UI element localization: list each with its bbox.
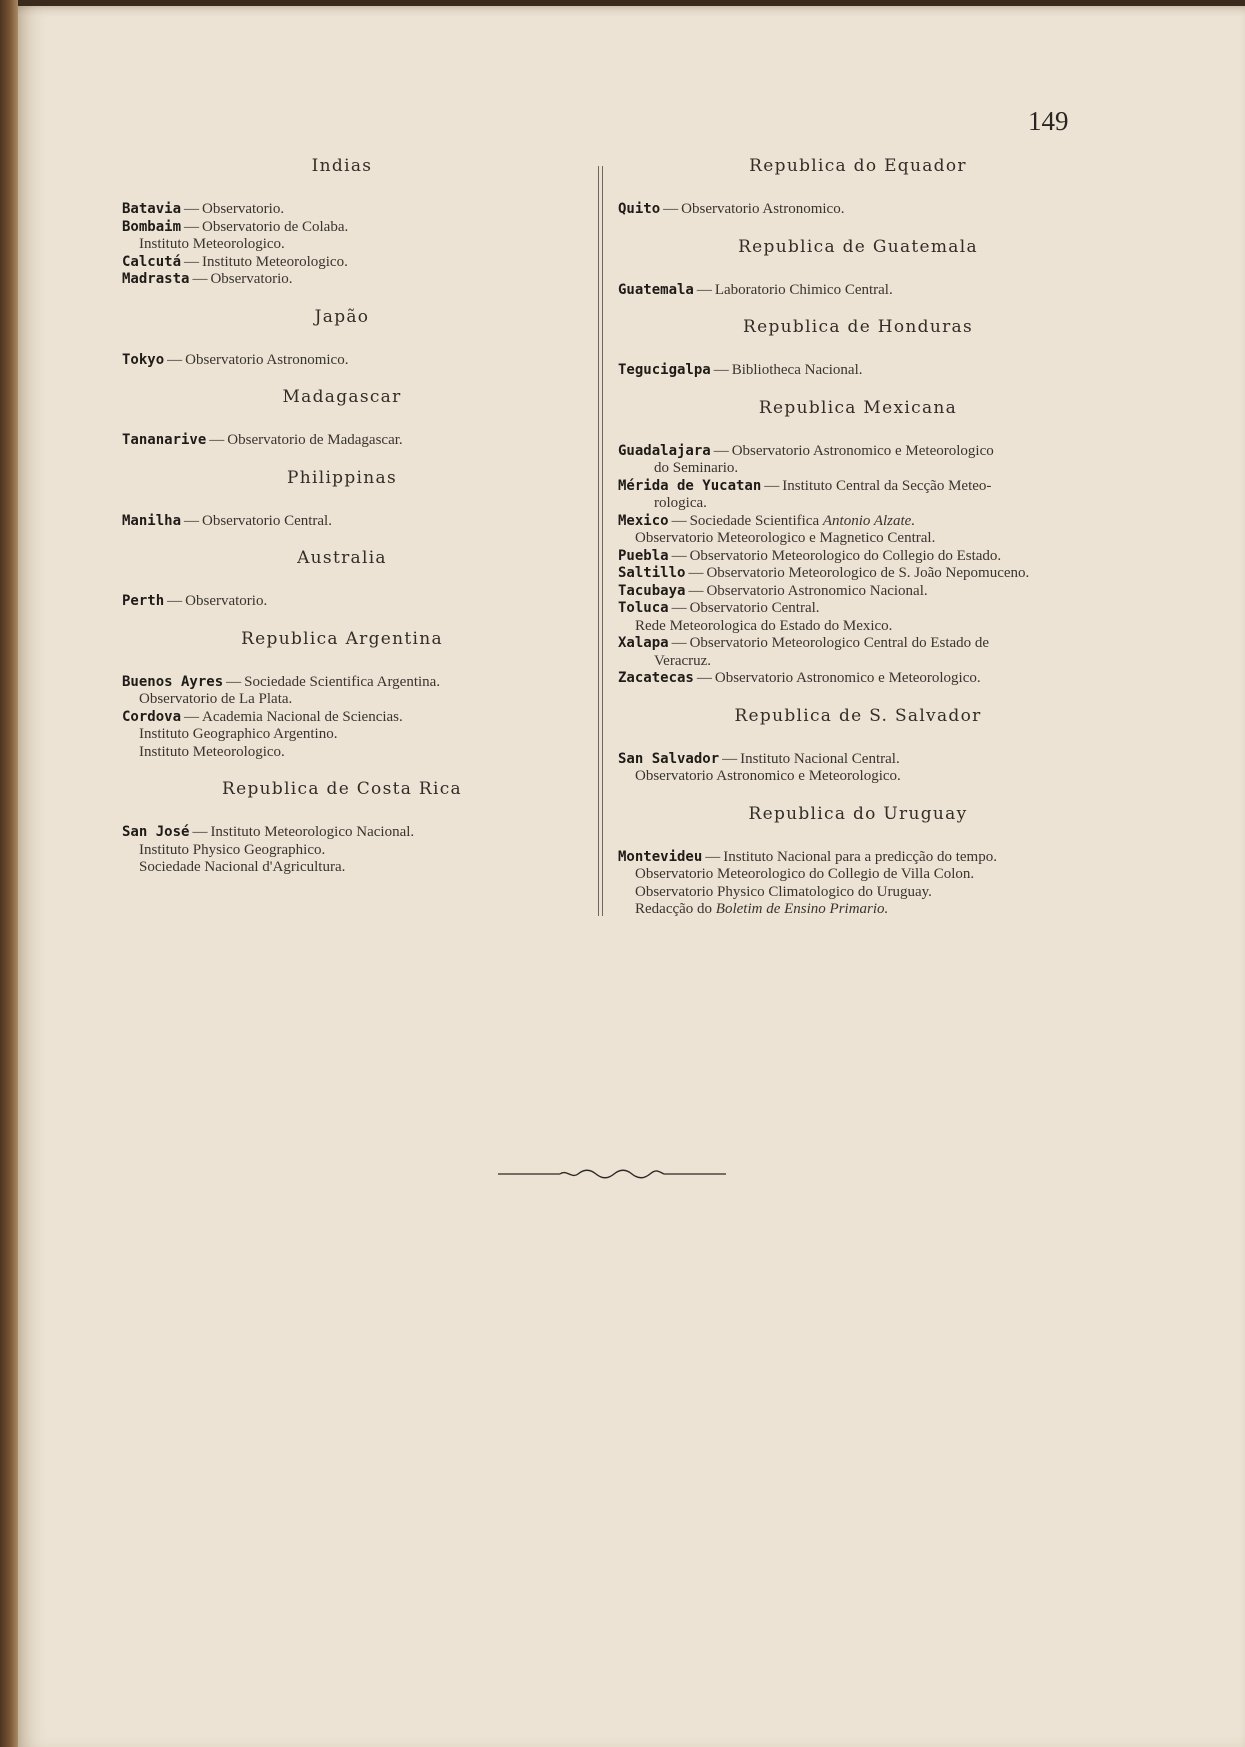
entry-toluca: Toluca — Observatorio Central. [618,600,820,616]
section-philippinas [122,468,562,531]
entry-zacatecas: Zacatecas — Observatorio Astronomico e Meteorologico. [618,670,981,686]
section-heading: Madagascar [282,387,402,407]
institution-continuation: rologica. [654,495,707,511]
place-name: Tokyo [122,351,165,368]
place-name: Mérida de Yucatan [618,477,762,494]
place-name: Buenos Ayres [122,673,224,690]
section-heading: Australia [297,548,387,568]
entry-merida: Mérida de Yucatan — Instituto Central da Secção Meteo- [618,477,992,494]
institution-extra: Instituto Meteorologico. [139,236,285,252]
entry-xalapa: Xalapa — Observatorio Meteorologico Central do Estado de [618,635,990,651]
place-name: Tacubaya [618,582,686,599]
section-heading: Japão [314,306,370,327]
entry-montevideu: Montevideu — Instituto Nacional para a predicção do tempo. [618,848,997,865]
institution-extra: Observatorio Meteorologico do Collegio de Villa Colon. [635,866,975,882]
section-argentina [122,629,562,762]
place-name: Zacatecas [618,670,694,686]
institution: Instituto Nacional para a predicção do tempo. [723,848,997,865]
place-name: San José [122,824,190,840]
entry-batavia: Batavia — Observatorio. [122,201,285,217]
entry-buenos-ayres: Buenos Ayres — Sociedade Scientifica Argentina. [122,673,441,690]
section-heading: Republica de Costa Rica [222,779,462,799]
entry-quito: Quito — Observatorio Astronomico. [618,201,845,217]
institution-extra: Observatorio de La Plata. [139,691,293,707]
section-heading: Republica Mexicana [758,397,958,418]
place-name: Guadalajara [618,442,711,459]
institution-italic: Boletim de Ensino Primario. [715,901,889,917]
institution: Observatorio. [185,593,268,609]
institution: Observatorio Astronomico Nacional. [706,582,928,599]
institution-extra: Instituto Geographico Argentino. [139,726,338,742]
section-indias [122,156,562,289]
place-name: Quito [618,201,661,217]
institution: Instituto Meteorologico. [202,253,348,270]
section-heading: Republica do Uruguay [748,803,968,824]
institution: Bibliotheca Nacional. [731,362,863,378]
section-heading: Republica de Honduras [743,317,973,337]
entry-madrasta: Madrasta — Observatorio. [122,271,293,287]
ornament-divider [498,1166,726,1182]
institution-extra: Instituto Meteorologico. [139,743,285,760]
institution: Observatorio. [210,271,293,287]
place-name: San Salvador [618,750,720,767]
section-australia [122,548,562,611]
entry-manilha: Manilha — Observatorio Central. [122,512,332,529]
entry-mexico: Mexico — Sociedade Scientifica Antonio Alzate. [618,512,916,529]
institution: Academia Nacional de Sciencias. [202,708,403,725]
place-name: Montevideu [618,848,703,865]
page-number: 149 [1028,106,1069,136]
place-name: Batavia [122,201,182,217]
entry-guadalajara: Guadalajara — Observatorio Astronomico e Meteorologico [618,442,994,459]
section-equador [618,156,1098,219]
place-name: Manilha [122,512,182,529]
section-madagascar [122,387,562,450]
place-name: Calcutá [122,253,182,270]
section-heading: Republica do Equador [749,156,967,176]
institution: Instituto Nacional Central. [740,750,900,767]
institution: Observatorio de Colaba. [202,218,349,235]
institution-extra: Observatorio Meteorologico e Magnetico Central. [635,530,936,546]
place-name: Toluca [618,600,669,616]
institution: Observatorio. [202,201,285,217]
institution-extra: Redacção do Boletim de Ensino Primario. [635,901,889,917]
entry-tegucigalpa: Tegucigalpa — Bibliotheca Nacional. [618,362,863,378]
institution: Observatorio de Madagascar. [227,432,403,448]
institution-extra: Observatorio Physico Climatologico do Uruguay. [635,883,932,900]
left-column [122,156,562,895]
entry-tokyo: Tokyo — Observatorio Astronomico. [122,351,349,368]
institution: Observatorio Astronomico. [185,351,349,368]
entry-bombaim: Bombaim — Observatorio de Colaba. [122,218,349,235]
institution: Observatorio Astronomico e Meteorologico. [714,670,981,686]
entry-saltillo: Saltillo — Observatorio Meteorologico de S. João Nepomuceno. [618,565,1030,581]
section-guatemala [618,237,1098,300]
place-name: Cordova [122,708,182,725]
institution: Observatorio Astronomico. [681,201,845,217]
institution: Sociedade Scientifica Argentina. [244,673,441,690]
section-heading: Republica de S. Salvador [734,705,982,726]
institution: Observatorio Central. [689,600,820,616]
entry-calcuta: Calcutá — Instituto Meteorologico. [122,253,348,270]
entry-perth: Perth — Observatorio. [122,593,268,609]
section-salvador [618,706,1098,786]
column-divider [598,166,603,916]
place-name: Guatemala [618,281,694,298]
entry-san-salvador: San Salvador — Instituto Nacional Central. [618,750,900,767]
institution-extra: Sociedade Nacional d'Agricultura. [139,859,346,875]
institution: Instituto Meteorologico Nacional. [210,824,415,840]
place-name: Tananarive [122,432,207,448]
institution-extra: Observatorio Astronomico e Meteorologico. [635,768,901,784]
institution: Observatorio Central. [202,512,332,529]
section-costa-rica [122,779,562,877]
section-heading: Republica Argentina [241,628,443,649]
institution: Observatorio Meteorologico de S. João Nepomuceno. [706,565,1030,581]
section-uruguay [618,804,1098,919]
entry-guatemala: Guatemala — Laboratorio Chimico Central. [618,281,893,298]
institution-continuation: do Seminario. [654,460,739,476]
institution: Observatorio Meteorologico do Collegio do Estado. [689,547,1002,564]
institution: Instituto Central da Secção Meteo- [782,477,992,494]
institution-extra: Rede Meteorologica do Estado do Mexico. [635,617,893,634]
institution-italic: Antonio Alzate. [822,512,916,529]
book-spine [0,0,18,1747]
institution: Observatorio Astronomico e Meteorologico [731,442,994,459]
right-column [618,156,1098,937]
place-name: Tegucigalpa [618,362,711,378]
place-name: Perth [122,593,165,609]
entry-puebla: Puebla — Observatorio Meteorologico do Collegio do Estado. [618,547,1002,564]
entry-tananarive: Tananarive — Observatorio de Madagascar. [122,432,403,448]
section-japao [122,307,562,370]
document-page [18,6,1245,1747]
entry-cordova: Cordova — Academia Nacional de Sciencias. [122,708,403,725]
place-name: Puebla [618,547,669,564]
institution-continuation: Veracruz. [654,652,712,669]
institution: Laboratorio Chimico Central. [714,281,893,298]
entry-san-jose: San José — Instituto Meteorologico Nacional. [122,824,415,840]
institution-extra: Instituto Physico Geographico. [139,841,326,858]
place-name: Madrasta [122,271,190,287]
place-name: Xalapa [618,635,669,651]
institution: Observatorio Meteorologico Central do Estado de [689,635,990,651]
section-heading: Republica de Guatemala [738,236,978,257]
section-mexicana [618,398,1098,688]
section-heading: Philippinas [286,467,397,488]
section-honduras [618,317,1098,380]
entry-tacubaya: Tacubaya — Observatorio Astronomico Nacional. [618,582,928,599]
section-heading: Indias [311,156,373,176]
place-name: Bombaim [122,218,182,235]
place-name: Mexico [618,512,669,529]
place-name: Saltillo [618,565,686,581]
institution: Sociedade Scientifica [689,512,820,529]
